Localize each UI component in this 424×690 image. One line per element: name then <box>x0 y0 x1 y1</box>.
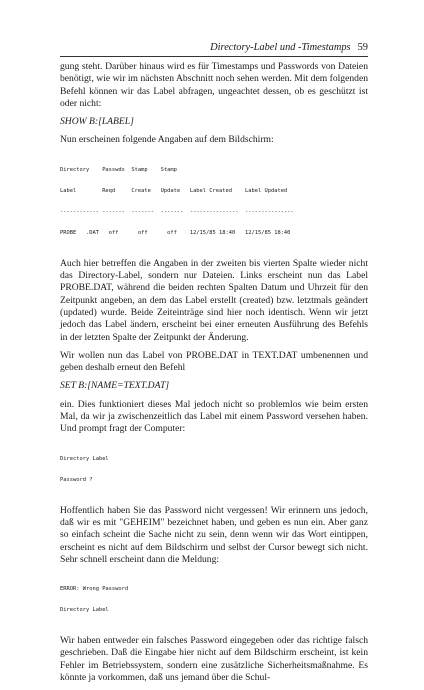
screen-line: Directory Passwds Stamp Stamp <box>60 166 177 173</box>
screen-line: PROBE .DAT off off off 12/15/85 18:40 12/15/85 18:40 <box>60 229 291 236</box>
paragraph-6: Hoffentlich haben Sie das Password nicht vergessen! Wir erinnern uns jedoch, daß wir es mit "GEHEIM" bezeichnet haben, und geben es nun ein. Aber ganz so einfach scheint die Sache nicht zu sein, denn wenn wir das Wort eintippen, erscheint es nicht auf dem Bildschirm und selbst der Cursor bewegt sich nicht. Sehr schnell erscheint dann die Meldung: <box>60 504 368 565</box>
screen-line: Label Reqd Create Update Label Created Label Updated <box>60 187 288 194</box>
screen-line: Directory Label <box>60 607 109 614</box>
screen-line: Directory Label <box>60 455 109 462</box>
screen-line: Password ? <box>60 476 93 483</box>
page-body <box>60 61 368 690</box>
paragraph-3: Auch hier betreffen die Angaben in der zweiten bis vierten Spalte wieder nicht das Directory-Label, sondern nur Dateien. Links erscheint nun das Label PROBE.DAT, während die beiden rechten Spalten Datum und Uhrzeit für den Zeitpunkt angeben, an dem das Label erstellt (created) bzw. letztmals geändert (updated) wurde. Beide Zeiteinträge sind hier noch identisch. Wenn wir jetzt jedoch das Label ändern, erscheint bei einer erneuten Ausführung des Befehls in der letzten Spalte der Zeitpunkt der Änderung. <box>60 257 368 343</box>
paragraph-7: Wir haben entweder ein falsches Password eingegeben oder das richtige falsch geschrieben. Daß die Eingabe hier nicht auf dem Bildschirm erscheint, ist kein Fehler im Betriebssystem, sondern eine zusätzliche Sicherheitsmaßnahme. Es könnte ja vorkommen, daß uns jemand über die Schul- <box>60 635 368 684</box>
paragraph-5: ein. Dies funktioniert dieses Mal jedoch nicht so problemlos wie beim ersten Mal, da wir ja zwischenzeitlich das Label mit einem Password versehen haben. Und prompt fragt der Computer: <box>60 398 368 435</box>
running-title: Directory-Label und -Timestamps <box>210 42 351 53</box>
paragraph-1: gung steht. Darüber hinaus wird es für Timestamps und Passwords von Dateien benötigt, wie wir im nächsten Abschnitt noch sehen werden. Mit dem folgenden Befehl können wir das Label abfragen, ungeachtet dessen, ob es geschützt ist oder nicht: <box>60 61 368 109</box>
paragraph-4: Wir wollen nun das Label von PROBE.DAT in TEXT.DAT umbenennen und geben deshalb erneut den Befehl <box>60 349 368 374</box>
page-number: 59 <box>357 42 368 53</box>
screen-output-password-prompt <box>60 442 368 498</box>
screen-line: ------------ ------- ------- ------- --------------- --------------- <box>60 208 294 215</box>
command-show-label: SHOW B:[LABEL] <box>60 116 134 128</box>
command-set-name: SET B:[NAME=TEXT.DAT] <box>60 380 170 392</box>
paragraph-2: Nun erscheinen folgende Angaben auf dem Bildschirm: <box>60 134 274 146</box>
screen-output-error <box>60 572 368 628</box>
running-header <box>60 42 368 57</box>
screen-output-label-table <box>60 153 368 251</box>
screen-line: ERROR: Wrong Password <box>60 586 129 593</box>
